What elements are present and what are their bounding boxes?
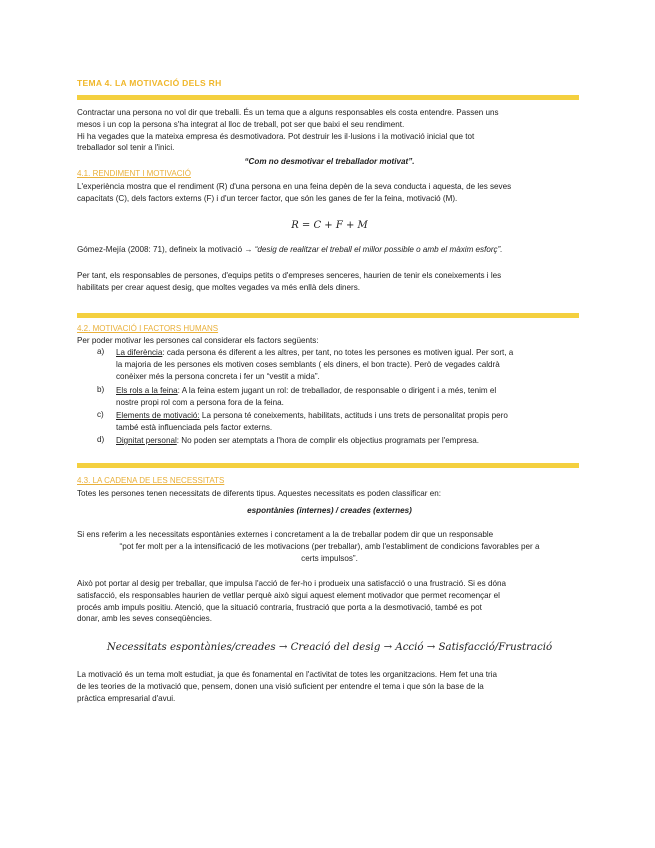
- text-line: L'experiència mostra que el rendiment (R) d'una persona en una feina depèn de la seva conducta i aquesta, de les seves: [77, 182, 512, 191]
- text-line: Hi ha vegades que la mateixa empresa és desmotivadora. Pot destruir les il·lusions i la motivació inicial que tot: [77, 131, 475, 141]
- list-item: [116, 385, 586, 409]
- needs-classification: espontànies (internes) / creades (externes): [247, 506, 412, 515]
- gomez-definition: [77, 244, 582, 256]
- list-marker: d): [97, 435, 105, 444]
- item-text: : A la feina estem jugant un rol: de treballador, de responsable o dirigent i a més, tenim el: [177, 386, 497, 395]
- yellow-rule: [77, 95, 579, 100]
- needs-lead: Totes les persones tenen necessitats de diferents tipus. Aquestes necessitats es poden classificar en:: [77, 489, 441, 498]
- needs-chain-formula: Necessitats espontànies/creades → Creació del desig → Acció → Satisfacció/Frustració: [106, 642, 553, 653]
- section-heading-4-1: 4.1. RENDIMENT I MOTIVACIÓ: [77, 169, 191, 178]
- list-marker: b): [97, 385, 105, 394]
- text-line: capacitats (C), dels factors externs (F) i d'un tercer factor, que són les ganes de fer la feina, motivació (M).: [77, 193, 458, 203]
- formula: R = C + F + M: [291, 220, 368, 231]
- needs-paragraph: [77, 529, 582, 564]
- definition-quote: “desig de realitzar el treball el millor possible o amb el màxim esforç”.: [254, 245, 503, 254]
- text-line: Per tant, els responsables de persones, d'equips petits o d'empreses senceres, haurien de tenir els coneixements i les: [77, 271, 502, 280]
- yellow-rule: [77, 313, 579, 318]
- intro-paragraph: [77, 107, 582, 154]
- text-line: treballador sol tenir a l'inici.: [77, 143, 175, 153]
- text-line: “pot fer molt per a la intensificació de les motivacions (per treballar), amb l'establiment de condicions favorables per a: [119, 541, 540, 551]
- factors-lead: Per poder motivar les persones cal considerar els factors següents:: [77, 336, 319, 345]
- text-line: La motivació és un tema molt estudiat, ja que és fonamental en l'activitat de totes les organitzacions. Hem fet una tria: [77, 670, 497, 679]
- text-line: habilitats per crear aquest desig, que moltes vegades va més enllà dels diners.: [77, 282, 360, 292]
- yellow-rule: [77, 463, 579, 468]
- list-item: [116, 435, 586, 447]
- text-line: donar, amb les seves conseqüències.: [77, 614, 212, 624]
- section-heading-4-2: 4.2. MOTIVACIÓ I FACTORS HUMANS: [77, 324, 219, 333]
- closing-paragraph: [77, 669, 582, 704]
- quote-heading: “Com no desmotivar el treballador motivat”.: [244, 157, 415, 166]
- text-line: procés amb impuls positiu. Atenció, que la situació contraria, frustració que porta a la desmotivació, també es pot: [77, 602, 482, 612]
- list-marker: a): [97, 347, 105, 356]
- text-line: Contractar una persona no vol dir que treballi. És un tema que a alguns responsables els costa entendre. Passen uns: [77, 108, 499, 117]
- text-line: mesos i un cop la persona s'ha integrat al lloc de treball, pot ser que baixi el seu rendiment.: [77, 119, 405, 129]
- item-text: : No poden ser atemptats a l'hora de complir els objectius programats per l'empresa.: [176, 436, 480, 445]
- item-text: conèixer més la persona concreta i fer un “vestit a mida”.: [116, 371, 320, 381]
- rendiment-paragraph: [77, 181, 582, 205]
- item-term: La diferència: [116, 348, 163, 357]
- text-line: satisfacció, els responsables haurien de vetllar perquè això sigui aquest element motivador que permet recomençar el: [77, 590, 500, 600]
- item-text: també està influenciada pels factor externs.: [116, 422, 273, 432]
- text-line: certs impulsos”.: [301, 553, 358, 563]
- item-term: Dignitat personal: [116, 436, 177, 445]
- item-text: : cada persona és diferent a les altres, per tant, no totes les persones es motiven igual. Per sort, a: [162, 348, 514, 357]
- item-text: la majoria de les persones els motiven coses semblants ( els diners, el bon tracte). Però de vegades caldrà: [116, 359, 500, 369]
- list-marker: c): [97, 410, 104, 419]
- page-title: TEMA 4. LA MOTIVACIÓ DELS RH: [77, 78, 222, 88]
- item-text: nostre propi rol com a persona fora de la feina.: [116, 397, 284, 407]
- item-term: Els rols a la feina: [116, 386, 178, 395]
- text-line: pràctica empresarial d'avui.: [77, 693, 176, 703]
- item-text: La persona té coneixements, habilitats, actituds i uns trets de personalitat propis pero: [199, 411, 508, 420]
- list-item: [116, 410, 586, 434]
- desire-paragraph: [77, 578, 582, 625]
- text-line: de les teories de la motivació que, pensem, donen una visió suficient per entendre el tema i que són la base de la: [77, 681, 484, 691]
- item-term: Elements de motivació:: [116, 411, 200, 420]
- conclusion-paragraph: [77, 270, 582, 294]
- list-item: [116, 347, 586, 382]
- definition-prefix: Gómez-Mejía (2008: 71), defineix la motivació →: [77, 245, 255, 254]
- section-heading-4-3: 4.3. LA CADENA DE LES NECESSITATS: [77, 476, 225, 485]
- text-line: Això pot portar al desig per treballar, que impulsa l'acció de fer-ho i produeix una satisfacció o una frustració. Si es dóna: [77, 579, 506, 588]
- text-line: Si ens referim a les necessitats espontànies externes i concretament a la de treballar podem dir que un responsable: [77, 530, 494, 539]
